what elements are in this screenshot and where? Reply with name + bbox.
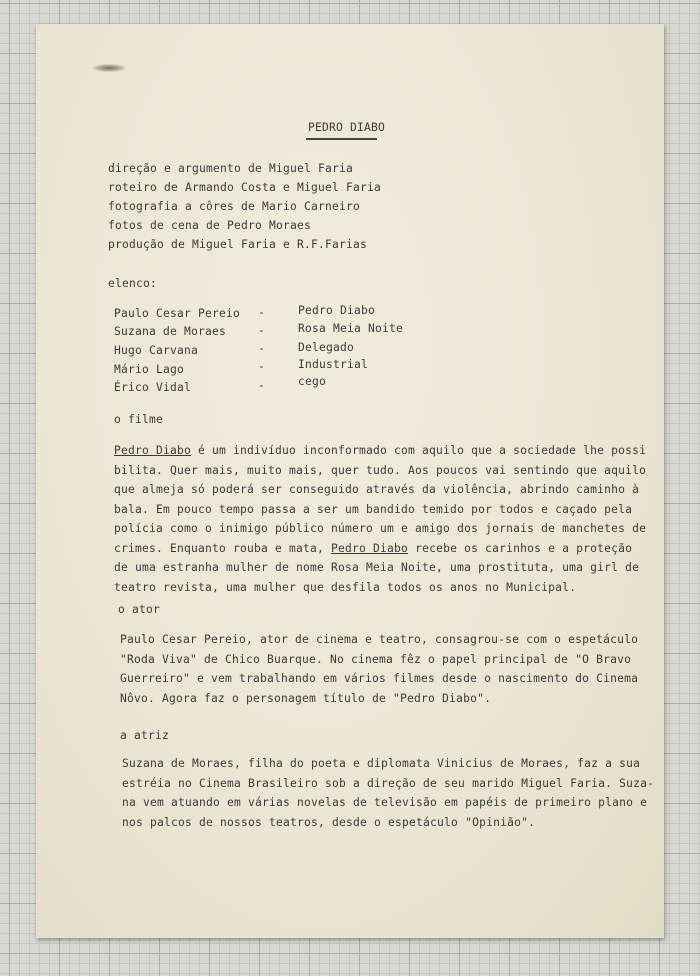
cast-role: Rosa Meia Noite <box>298 322 404 335</box>
cast-role: Industrial <box>298 358 369 371</box>
credit-line: fotos de cena de Pedro Moraes <box>108 219 312 232</box>
synopsis-line: Pedro Diabo é um indivíduo inconformado com aquilo que a sociedade lhe possi <box>114 444 647 457</box>
cast-heading: elenco: <box>108 277 158 290</box>
cast-dash: - <box>258 324 266 337</box>
cast-dash: - <box>258 306 266 319</box>
character-name: Pedro Diabo <box>331 541 409 555</box>
paragraph-line: estréia no Cinema Brasileiro sob a direção de seu marido Miguel Faria. Suza- <box>122 776 655 790</box>
synopsis-line: bilita. Quer mais, muito mais, quer tudo. Aos poucos vai sentindo que aquilo <box>114 463 647 477</box>
paragraph-line: "Roda Viva" de Chico Buarque. No cinema fêz o papel principal de "O Bravo <box>120 652 632 666</box>
paragraph-line: Paulo Cesar Pereio, ator de cinema e teatro, consagrou-se com o espetáculo <box>120 633 639 646</box>
synopsis-line: polícia como o inimigo público número um e amigo dos jornais de manchetes de <box>114 522 647 535</box>
paragraph-line: Guerreiro" e vem trabalhando em vários filmes desde o nascimento do Cinema <box>120 672 639 685</box>
document-title: PEDRO DIABO <box>308 121 386 134</box>
actress-paragraph <box>122 754 655 832</box>
actress-heading: a atriz <box>120 729 170 742</box>
synopsis-line: teatro revista, uma mulher que desfila todos os anos no Municipal. <box>114 580 577 594</box>
character-name: Pedro Diabo <box>114 444 192 457</box>
synopsis-line: bala. Em pouco tempo passa a ser um bandido temido por todos e caçado pela <box>114 502 633 516</box>
synopsis-line: de uma estranha mulher de nome Rosa Meia Noite, uma prostituta, uma girl de <box>114 561 640 574</box>
credit-line: produção de Miguel Faria e R.F.Farias <box>108 238 368 251</box>
actor-paragraph <box>120 630 640 708</box>
cast-actor: Érico Vidal <box>114 381 192 394</box>
paragraph-line: Nôvo. Agora faz o personagem título de "Pedro Diabo". <box>120 691 492 705</box>
cast-role: Pedro Diabo <box>298 304 376 317</box>
cast-dash: - <box>258 379 266 392</box>
credit-line: fotografia a côres de Mario Carneiro <box>108 200 361 213</box>
actor-heading: o ator <box>118 603 161 616</box>
film-synopsis <box>114 441 647 597</box>
cast-actor: Paulo Cesar Pereio <box>114 307 241 320</box>
cast-actor: Hugo Carvana <box>114 344 199 357</box>
paragraph-line: na vem atuando em várias novelas de televisão em papéis de primeiro plano e <box>122 796 648 809</box>
paragraph-line: Suzana de Moraes, filha do poeta e diplomata Vinicius de Moraes, faz a sua <box>122 757 641 770</box>
title-underline <box>306 138 377 140</box>
cast-role: cego <box>298 375 327 388</box>
cast-actor: Mário Lago <box>114 363 185 376</box>
credit-line: direção e argumento de Miguel Faria <box>108 162 354 175</box>
typewritten-page <box>36 24 664 938</box>
paragraph-line: nos palcos de nossos teatros, desde o espetáculo "Opinião". <box>122 815 536 829</box>
film-heading: o filme <box>114 413 164 426</box>
synopsis-line: que almeja só poderá ser conseguido através da violência, abrindo caminho à <box>114 483 640 496</box>
ink-stain <box>92 64 126 72</box>
credit-line: roteiro de Armando Costa e Miguel Faria <box>108 181 382 194</box>
cast-dash: - <box>258 360 266 373</box>
cast-actor: Suzana de Moraes <box>114 325 227 338</box>
cast-dash: - <box>258 342 266 355</box>
cast-role: Delegado <box>298 341 355 354</box>
synopsis-line: crimes. Enquanto rouba e mata, Pedro Diabo recebe os carinhos e a proteção <box>114 541 633 555</box>
